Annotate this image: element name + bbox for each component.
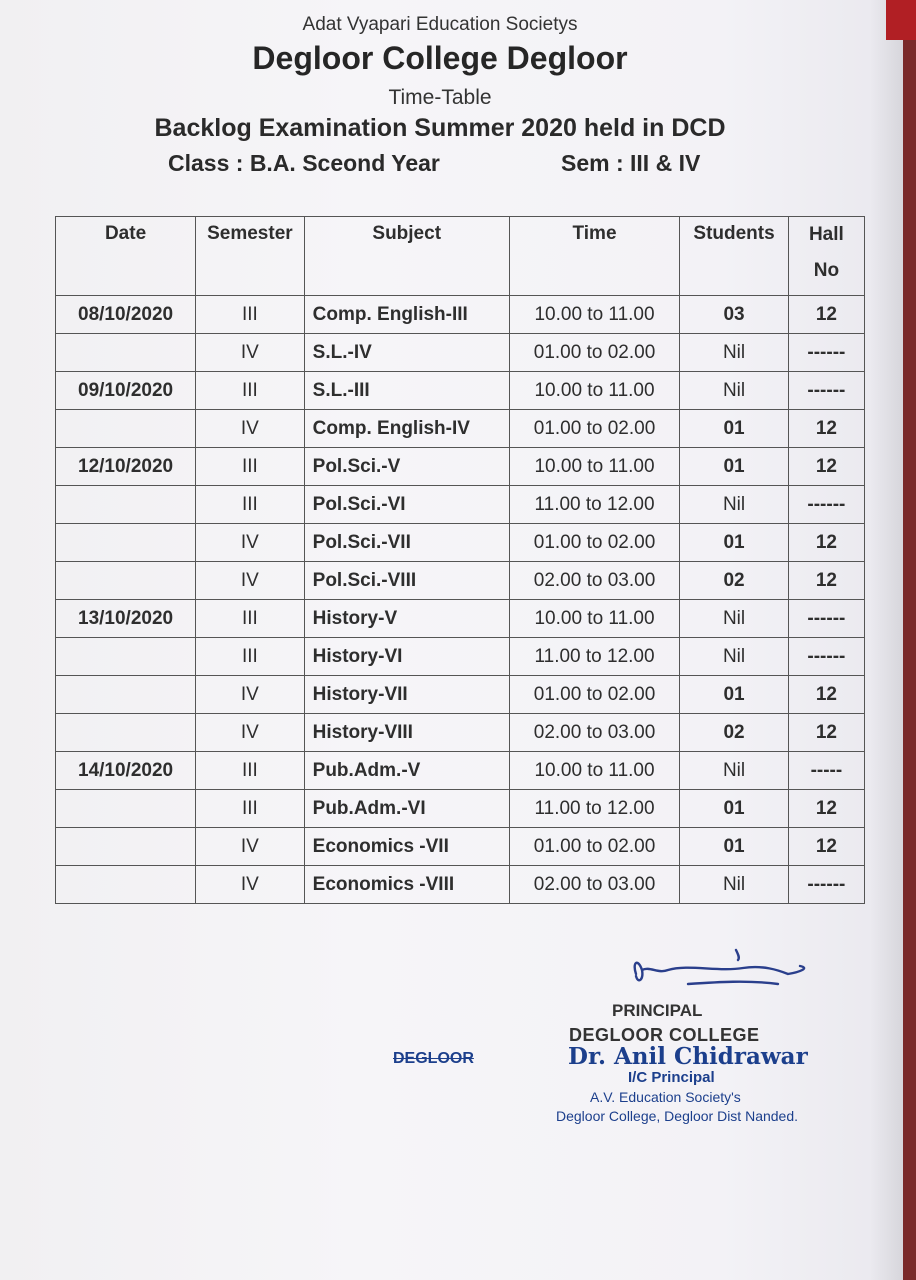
cell-subject: History-VII	[304, 676, 509, 714]
principal-name: Dr. Anil Chidrawar	[568, 1043, 808, 1070]
table-body	[56, 296, 865, 904]
cell-date	[56, 790, 196, 828]
cell-semester: III	[196, 790, 305, 828]
table-row	[56, 486, 865, 524]
table-row	[56, 866, 865, 904]
cell-semester: III	[196, 296, 305, 334]
cell-hall: 12	[788, 714, 864, 752]
table-row	[56, 410, 865, 448]
stamp-society: A.V. Education Society's	[590, 1089, 741, 1105]
cell-semester: IV	[196, 334, 305, 372]
hall-header-line2: No	[813, 260, 840, 281]
cell-semester: IV	[196, 866, 305, 904]
cell-date	[56, 524, 196, 562]
cell-time: 10.00 to 11.00	[509, 752, 680, 790]
cell-subject: Comp. English-III	[304, 296, 509, 334]
cell-date	[56, 410, 196, 448]
cell-time: 01.00 to 02.00	[509, 524, 680, 562]
cell-hall: ------	[788, 486, 864, 524]
cell-time: 02.00 to 03.00	[509, 562, 680, 600]
table-row	[56, 676, 865, 714]
cell-semester: III	[196, 486, 305, 524]
table-header-row	[56, 217, 865, 296]
cell-semester: III	[196, 638, 305, 676]
cell-subject: S.L.-III	[304, 372, 509, 410]
cell-time: 10.00 to 11.00	[509, 296, 680, 334]
cell-date	[56, 638, 196, 676]
cell-students: Nil	[680, 486, 788, 524]
cell-time: 01.00 to 02.00	[509, 334, 680, 372]
signature-title: PRINCIPAL	[612, 1001, 703, 1020]
cell-date	[56, 486, 196, 524]
cell-students: 01	[680, 790, 788, 828]
document-type: Time-Table	[388, 86, 492, 109]
cell-subject: Economics -VII	[304, 828, 509, 866]
semester-label: Sem : III & IV	[561, 150, 701, 176]
col-header-subject: Subject	[304, 217, 509, 296]
cell-subject: Economics -VIII	[304, 866, 509, 904]
hall-header-line1: Hall	[808, 224, 844, 245]
cell-hall: ------	[788, 638, 864, 676]
cell-subject: Pol.Sci.-VII	[304, 524, 509, 562]
cell-date: 13/10/2020	[56, 600, 196, 638]
cell-hall: ------	[788, 372, 864, 410]
cell-hall: ------	[788, 600, 864, 638]
background-edge	[886, 0, 916, 40]
table-row	[56, 600, 865, 638]
cell-time: 01.00 to 02.00	[509, 676, 680, 714]
table-row	[56, 296, 865, 334]
cell-hall: 12	[788, 828, 864, 866]
cell-subject: Pol.Sci.-VI	[304, 486, 509, 524]
cell-hall: 12	[788, 448, 864, 486]
college-name: Degloor College Degloor	[252, 40, 628, 76]
cell-date	[56, 828, 196, 866]
table-row	[56, 638, 865, 676]
table-row	[56, 448, 865, 486]
cell-semester: IV	[196, 828, 305, 866]
table-row	[56, 562, 865, 600]
table-row	[56, 752, 865, 790]
cell-date	[56, 714, 196, 752]
table-row	[56, 714, 865, 752]
cell-subject: History-V	[304, 600, 509, 638]
cell-students: Nil	[680, 372, 788, 410]
cell-students: 02	[680, 562, 788, 600]
cell-date: 08/10/2020	[56, 296, 196, 334]
cell-hall: 12	[788, 676, 864, 714]
stamp-address: Degloor College, Degloor Dist Nanded.	[556, 1108, 799, 1124]
cell-students: Nil	[680, 752, 788, 790]
cell-time: 11.00 to 12.00	[509, 486, 680, 524]
cell-subject: Pub.Adm.-V	[304, 752, 509, 790]
table-row	[56, 334, 865, 372]
table-row	[56, 828, 865, 866]
cell-hall: 12	[788, 790, 864, 828]
col-header-time: Time	[509, 217, 680, 296]
cell-hall: 12	[788, 296, 864, 334]
cell-time: 11.00 to 12.00	[509, 638, 680, 676]
table-row	[56, 790, 865, 828]
cell-hall: 12	[788, 410, 864, 448]
cell-semester: IV	[196, 562, 305, 600]
cell-students: 01	[680, 524, 788, 562]
cell-semester: IV	[196, 524, 305, 562]
cell-time: 01.00 to 02.00	[509, 410, 680, 448]
cell-hall: ------	[788, 866, 864, 904]
cell-time: 10.00 to 11.00	[509, 448, 680, 486]
cell-students: 02	[680, 714, 788, 752]
col-header-hall	[788, 217, 864, 296]
class-label: Class : B.A. Sceond Year	[168, 150, 440, 176]
timetable	[55, 216, 865, 904]
cell-students: Nil	[680, 866, 788, 904]
cell-subject: Pol.Sci.-VIII	[304, 562, 509, 600]
cell-time: 02.00 to 03.00	[509, 866, 680, 904]
col-header-date: Date	[56, 217, 196, 296]
cell-students: Nil	[680, 638, 788, 676]
cell-students: 01	[680, 828, 788, 866]
cell-time: 10.00 to 11.00	[509, 600, 680, 638]
col-header-students: Students	[680, 217, 788, 296]
cell-students: 01	[680, 448, 788, 486]
cell-students: Nil	[680, 334, 788, 372]
cell-date: 14/10/2020	[56, 752, 196, 790]
cell-subject: S.L.-IV	[304, 334, 509, 372]
cell-semester: III	[196, 372, 305, 410]
cell-hall: ------	[788, 334, 864, 372]
principal-role: I/C Principal	[628, 1069, 715, 1086]
cell-time: 02.00 to 03.00	[509, 714, 680, 752]
paper-fold-shadow	[870, 0, 903, 1280]
signature-scribble	[628, 940, 818, 1000]
cell-date	[56, 676, 196, 714]
cell-date	[56, 334, 196, 372]
cell-semester: IV	[196, 410, 305, 448]
society-name: Adat Vyapari Education Societys	[302, 14, 578, 35]
cell-subject: History-VIII	[304, 714, 509, 752]
cell-semester: IV	[196, 676, 305, 714]
cell-subject: History-VI	[304, 638, 509, 676]
degloor-stamp: DEGLOOR	[393, 1050, 474, 1067]
cell-date: 12/10/2020	[56, 448, 196, 486]
cell-students: 01	[680, 676, 788, 714]
cell-time: 01.00 to 02.00	[509, 828, 680, 866]
cell-hall: 12	[788, 524, 864, 562]
cell-semester: III	[196, 600, 305, 638]
cell-hall: -----	[788, 752, 864, 790]
cell-time: 11.00 to 12.00	[509, 790, 680, 828]
cell-students: 03	[680, 296, 788, 334]
col-header-semester: Semester	[196, 217, 305, 296]
signature-college: DEGLOOR COLLEGE	[569, 1025, 760, 1045]
exam-title: Backlog Examination Summer 2020 held in DCD	[154, 114, 726, 142]
cell-subject: Comp. English-IV	[304, 410, 509, 448]
cell-students: 01	[680, 410, 788, 448]
cell-date: 09/10/2020	[56, 372, 196, 410]
cell-time: 10.00 to 11.00	[509, 372, 680, 410]
table-row	[56, 372, 865, 410]
cell-subject: Pol.Sci.-V	[304, 448, 509, 486]
table-row	[56, 524, 865, 562]
cell-hall: 12	[788, 562, 864, 600]
cell-date	[56, 562, 196, 600]
cell-semester: III	[196, 752, 305, 790]
cell-students: Nil	[680, 600, 788, 638]
cell-semester: IV	[196, 714, 305, 752]
cell-subject: Pub.Adm.-VI	[304, 790, 509, 828]
cell-date	[56, 866, 196, 904]
cell-semester: III	[196, 448, 305, 486]
